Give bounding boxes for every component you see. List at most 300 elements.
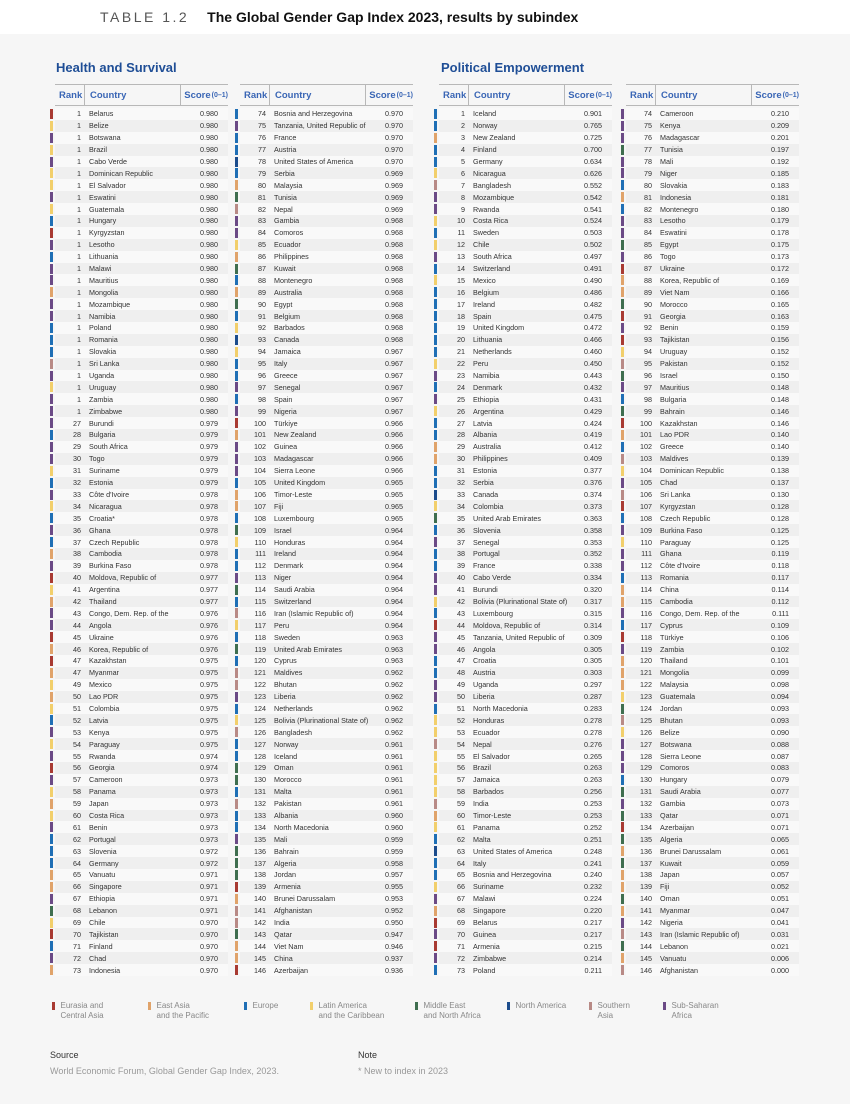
table-row bbox=[240, 714, 413, 726]
table-row bbox=[55, 322, 228, 334]
table-row bbox=[240, 560, 413, 572]
rank-cell: 105 bbox=[254, 478, 266, 488]
region-marker bbox=[434, 525, 437, 535]
table-row bbox=[626, 239, 799, 251]
score-cell: 0.980 bbox=[200, 204, 218, 214]
rank-cell: 1 bbox=[77, 264, 81, 274]
rank-cell: 70 bbox=[73, 929, 81, 939]
score-cell: 0.959 bbox=[385, 834, 403, 844]
score-cell: 0.968 bbox=[385, 228, 403, 238]
table-row bbox=[439, 691, 612, 703]
table-row bbox=[55, 774, 228, 786]
region-marker bbox=[434, 906, 437, 916]
table-row bbox=[439, 560, 612, 572]
rank-cell: 132 bbox=[254, 799, 266, 809]
rank-cell: 146 bbox=[640, 965, 652, 975]
table-row bbox=[626, 393, 799, 405]
region-marker bbox=[50, 953, 53, 963]
score-cell: 0.283 bbox=[584, 703, 602, 713]
rank-cell: 90 bbox=[258, 299, 266, 309]
country-cell: China bbox=[660, 585, 679, 595]
region-marker bbox=[621, 537, 624, 547]
country-cell: Bhutan bbox=[274, 680, 297, 690]
rank-cell: 28 bbox=[73, 430, 81, 440]
table-row bbox=[626, 346, 799, 358]
rank-cell: 18 bbox=[457, 311, 465, 321]
region-marker bbox=[235, 335, 238, 345]
country-cell: Suriname bbox=[473, 882, 504, 892]
rank-cell: 35 bbox=[73, 513, 81, 523]
table-row bbox=[240, 905, 413, 917]
legend-line: Africa bbox=[671, 1011, 692, 1020]
table-row bbox=[626, 274, 799, 286]
score-cell: 0.979 bbox=[200, 454, 218, 464]
rank-cell: 129 bbox=[640, 763, 652, 773]
rank-cell: 113 bbox=[254, 573, 266, 583]
table-row bbox=[626, 477, 799, 489]
score-cell: 0.937 bbox=[385, 953, 403, 963]
score-cell: 0.358 bbox=[584, 525, 602, 535]
score-cell: 0.152 bbox=[771, 359, 789, 369]
rank-cell: 44 bbox=[457, 620, 465, 630]
legend-swatch bbox=[310, 1002, 313, 1010]
region-marker bbox=[621, 335, 624, 345]
table-row bbox=[626, 726, 799, 738]
score-cell: 0.964 bbox=[385, 573, 403, 583]
country-cell: Tanzania, United Republic of bbox=[274, 121, 366, 131]
country-cell: Ghana bbox=[89, 525, 111, 535]
region-marker bbox=[621, 668, 624, 678]
table-row bbox=[240, 453, 413, 465]
rank-cell: 85 bbox=[258, 240, 266, 250]
table-row bbox=[439, 833, 612, 845]
legend-label bbox=[424, 1001, 481, 1021]
table-row bbox=[439, 750, 612, 762]
region-marker bbox=[235, 121, 238, 131]
table-row bbox=[626, 774, 799, 786]
table-row bbox=[439, 667, 612, 679]
score-cell: 0.963 bbox=[385, 644, 403, 654]
table-row bbox=[626, 928, 799, 940]
rank-cell: 103 bbox=[640, 454, 652, 464]
region-marker bbox=[434, 430, 437, 440]
rank-cell: 84 bbox=[258, 228, 266, 238]
region-marker bbox=[235, 656, 238, 666]
rank-cell: 58 bbox=[457, 787, 465, 797]
table-row bbox=[55, 536, 228, 548]
rank-cell: 30 bbox=[457, 454, 465, 464]
score-cell: 0.093 bbox=[771, 715, 789, 725]
table-row bbox=[626, 429, 799, 441]
country-cell: South Africa bbox=[473, 252, 512, 262]
table-row bbox=[55, 334, 228, 346]
region-marker bbox=[434, 822, 437, 832]
country-cell: Malaysia bbox=[660, 680, 689, 690]
country-cell: North Macedonia bbox=[473, 703, 528, 713]
country-cell: Bhutan bbox=[660, 715, 683, 725]
table-row bbox=[626, 132, 799, 144]
score-cell: 0.376 bbox=[584, 478, 602, 488]
region-marker bbox=[50, 537, 53, 547]
table-row bbox=[55, 584, 228, 596]
rank-cell: 43 bbox=[457, 608, 465, 618]
table-body bbox=[55, 108, 228, 976]
table-row bbox=[240, 322, 413, 334]
region-marker bbox=[50, 264, 53, 274]
legend-line: Southern bbox=[597, 1001, 630, 1010]
region-marker bbox=[50, 763, 53, 773]
table-row bbox=[240, 584, 413, 596]
country-cell: Gambia bbox=[660, 799, 686, 809]
table-row bbox=[240, 500, 413, 512]
score-cell: 0.101 bbox=[771, 656, 789, 666]
score-cell: 0.363 bbox=[584, 513, 602, 523]
country-cell: Argentina bbox=[89, 585, 120, 595]
table-row bbox=[55, 215, 228, 227]
rank-cell: 135 bbox=[640, 834, 652, 844]
region-marker bbox=[621, 347, 624, 357]
rank-cell: 116 bbox=[640, 608, 652, 618]
score-cell: 0.979 bbox=[200, 442, 218, 452]
rank-cell: 28 bbox=[457, 430, 465, 440]
table-row bbox=[240, 964, 413, 976]
region-marker bbox=[434, 382, 437, 392]
region-marker bbox=[235, 513, 238, 523]
region-marker bbox=[50, 918, 53, 928]
country-cell: Vanuatu bbox=[660, 953, 687, 963]
region-marker bbox=[235, 501, 238, 511]
region-marker bbox=[235, 168, 238, 178]
score-cell: 0.130 bbox=[771, 489, 789, 499]
region-marker bbox=[621, 561, 624, 571]
score-cell: 0.968 bbox=[385, 216, 403, 226]
country-cell: Comoros bbox=[274, 228, 304, 238]
table-row bbox=[55, 429, 228, 441]
country-cell: Ecuador bbox=[274, 240, 301, 250]
table-row bbox=[55, 679, 228, 691]
rank-cell: 112 bbox=[640, 561, 652, 571]
region-marker bbox=[621, 608, 624, 618]
region-marker bbox=[434, 680, 437, 690]
score-cell: 0.979 bbox=[200, 418, 218, 428]
country-cell: Türkiye bbox=[660, 632, 684, 642]
score-cell: 0.102 bbox=[771, 644, 789, 654]
legend-item-ss bbox=[663, 1001, 743, 1021]
country-cell: Timor-Leste bbox=[473, 810, 512, 820]
score-cell: 0.150 bbox=[771, 371, 789, 381]
region-marker bbox=[621, 454, 624, 464]
table-row bbox=[240, 774, 413, 786]
rank-cell: 145 bbox=[254, 953, 266, 963]
country-cell: Myanmar bbox=[660, 906, 690, 916]
table-row bbox=[240, 441, 413, 453]
country-cell: Gambia bbox=[274, 216, 300, 226]
region-marker bbox=[235, 371, 238, 381]
country-cell: Guinea bbox=[274, 442, 298, 452]
score-cell: 0.980 bbox=[200, 335, 218, 345]
score-cell: 0.980 bbox=[200, 109, 218, 119]
score-cell: 0.352 bbox=[584, 549, 602, 559]
region-marker bbox=[621, 929, 624, 939]
region-marker bbox=[434, 692, 437, 702]
rank-cell: 128 bbox=[254, 751, 266, 761]
country-cell: Saudi Arabia bbox=[274, 585, 315, 595]
country-cell: Armenia bbox=[473, 941, 500, 951]
rank-cell: 40 bbox=[457, 573, 465, 583]
rank-cell: 74 bbox=[258, 109, 266, 119]
region-marker bbox=[50, 430, 53, 440]
score-cell: 0.217 bbox=[584, 929, 602, 939]
country-cell: Benin bbox=[89, 822, 108, 832]
country-cell: Japan bbox=[660, 870, 680, 880]
region-marker bbox=[235, 870, 238, 880]
rank-cell: 112 bbox=[254, 561, 266, 571]
rank-cell: 107 bbox=[254, 501, 266, 511]
country-header: Country bbox=[468, 85, 564, 105]
region-marker bbox=[434, 133, 437, 143]
region-marker bbox=[434, 846, 437, 856]
table-row bbox=[439, 417, 612, 429]
score-cell: 0.210 bbox=[771, 109, 789, 119]
score-cell: 0.165 bbox=[771, 299, 789, 309]
country-cell: Malawi bbox=[89, 264, 112, 274]
score-range: (0–1) bbox=[595, 91, 612, 99]
country-cell: Indonesia bbox=[89, 965, 121, 975]
region-marker bbox=[50, 371, 53, 381]
region-marker bbox=[235, 157, 238, 167]
score-cell: 0.966 bbox=[385, 418, 403, 428]
table-row bbox=[439, 298, 612, 310]
country-cell: Slovenia bbox=[89, 846, 117, 856]
table-row bbox=[55, 619, 228, 631]
rank-cell: 120 bbox=[254, 656, 266, 666]
table-row bbox=[240, 132, 413, 144]
rank-cell: 61 bbox=[73, 822, 81, 832]
country-cell: Sri Lanka bbox=[89, 359, 120, 369]
table-row bbox=[240, 536, 413, 548]
country-cell: Tajikistan bbox=[89, 929, 119, 939]
table-row bbox=[240, 893, 413, 905]
region-marker bbox=[50, 882, 53, 892]
rank-cell: 144 bbox=[640, 941, 652, 951]
rank-cell: 65 bbox=[457, 870, 465, 880]
country-cell: Lebanon bbox=[89, 906, 117, 916]
country-cell: Viet Nam bbox=[660, 287, 690, 297]
region-marker bbox=[50, 597, 53, 607]
score-cell: 0.059 bbox=[771, 858, 789, 868]
table-row bbox=[240, 750, 413, 762]
rank-cell: 30 bbox=[73, 454, 81, 464]
country-cell: United States of America bbox=[274, 157, 354, 166]
region-marker bbox=[235, 644, 238, 654]
rank-cell: 69 bbox=[457, 918, 465, 927]
table-row bbox=[55, 952, 228, 964]
country-cell: Poland bbox=[89, 323, 112, 333]
region-marker bbox=[434, 941, 437, 951]
table-row bbox=[439, 108, 612, 120]
score-cell: 0.978 bbox=[200, 501, 218, 511]
rank-header: Rank bbox=[630, 89, 654, 101]
score-cell: 0.936 bbox=[385, 965, 403, 975]
country-cell: Malta bbox=[274, 787, 292, 797]
region-marker bbox=[235, 799, 238, 809]
table-row bbox=[439, 964, 612, 976]
table-row bbox=[55, 833, 228, 845]
region-marker bbox=[50, 287, 53, 297]
table-row bbox=[626, 881, 799, 893]
rank-cell: 142 bbox=[254, 918, 266, 927]
score-cell: 0.338 bbox=[584, 561, 602, 571]
country-cell: Slovakia bbox=[89, 347, 117, 357]
score-cell: 0.466 bbox=[584, 335, 602, 345]
table-row bbox=[626, 167, 799, 179]
rank-cell: 113 bbox=[640, 573, 652, 583]
table-row bbox=[240, 215, 413, 227]
region-marker bbox=[621, 763, 624, 773]
region-marker bbox=[621, 264, 624, 274]
region-marker bbox=[434, 240, 437, 250]
table-row bbox=[240, 691, 413, 703]
rank-cell: 37 bbox=[457, 537, 465, 547]
table-row bbox=[626, 869, 799, 881]
table-row bbox=[626, 667, 799, 679]
legend-line: Latin America bbox=[318, 1001, 367, 1010]
score-cell: 0.967 bbox=[385, 382, 403, 392]
region-marker bbox=[434, 180, 437, 190]
table-row bbox=[240, 179, 413, 191]
rank-cell: 64 bbox=[457, 858, 465, 868]
score-cell: 0.377 bbox=[584, 466, 602, 476]
rank-cell: 40 bbox=[73, 573, 81, 583]
table-row bbox=[55, 381, 228, 393]
table-row bbox=[55, 132, 228, 144]
country-cell: Slovenia bbox=[473, 525, 501, 535]
legend-item-me bbox=[415, 1001, 507, 1021]
score-cell: 0.320 bbox=[584, 585, 602, 595]
rank-cell: 52 bbox=[457, 715, 465, 725]
country-cell: Panama bbox=[89, 787, 116, 797]
table-row bbox=[240, 512, 413, 524]
region-marker bbox=[621, 751, 624, 761]
rank-cell: 109 bbox=[640, 525, 652, 535]
rank-header: Rank bbox=[59, 89, 83, 101]
region-marker bbox=[621, 704, 624, 714]
score-cell: 0.979 bbox=[200, 466, 218, 476]
country-cell: United Kingdom bbox=[473, 323, 525, 333]
region-marker bbox=[621, 656, 624, 666]
country-cell: Uruguay bbox=[660, 347, 688, 357]
rank-cell: 121 bbox=[640, 668, 652, 678]
country-cell: Italy bbox=[274, 359, 288, 369]
table-row bbox=[240, 667, 413, 679]
score-cell: 0.972 bbox=[200, 858, 218, 868]
rank-cell: 60 bbox=[457, 810, 465, 820]
legend-line: and the Caribbean bbox=[318, 1011, 385, 1020]
rank-cell: 23 bbox=[457, 371, 465, 381]
score-cell: 0.303 bbox=[584, 668, 602, 678]
region-marker bbox=[621, 145, 624, 155]
score-cell: 0.980 bbox=[200, 145, 218, 155]
score-cell: 0.552 bbox=[584, 180, 602, 190]
table-row bbox=[55, 714, 228, 726]
score-cell: 0.975 bbox=[200, 715, 218, 725]
country-cell: Netherlands bbox=[274, 703, 313, 713]
rank-cell: 100 bbox=[254, 418, 266, 428]
country-cell: Chile bbox=[473, 240, 490, 250]
score-cell: 0.955 bbox=[385, 882, 403, 892]
rank-cell: 27 bbox=[73, 418, 81, 428]
score-cell: 0.197 bbox=[771, 145, 789, 155]
rank-cell: 108 bbox=[640, 513, 652, 523]
table-row bbox=[240, 928, 413, 940]
legend-swatch bbox=[507, 1002, 510, 1010]
score-cell: 0.148 bbox=[771, 394, 789, 404]
table-row bbox=[439, 286, 612, 298]
score-cell: 0.971 bbox=[200, 870, 218, 880]
country-cell: Saudi Arabia bbox=[660, 787, 701, 797]
table-row bbox=[626, 548, 799, 560]
table-row bbox=[439, 167, 612, 179]
score-cell: 0.140 bbox=[771, 430, 789, 440]
country-cell: Brunei Darussalam bbox=[274, 894, 336, 904]
rank-cell: 68 bbox=[457, 906, 465, 916]
score-cell: 0.971 bbox=[200, 906, 218, 916]
table-row bbox=[55, 643, 228, 655]
rank-cell: 84 bbox=[644, 228, 652, 238]
country-cell: Croatia* bbox=[89, 513, 115, 523]
table-row bbox=[55, 691, 228, 703]
rank-cell: 11 bbox=[457, 228, 465, 238]
rank-cell: 12 bbox=[457, 240, 465, 250]
source-block bbox=[50, 1050, 279, 1076]
rank-cell: 142 bbox=[640, 918, 652, 927]
table-row bbox=[55, 274, 228, 286]
rank-cell: 87 bbox=[644, 264, 652, 274]
region-marker bbox=[434, 275, 437, 285]
table-row bbox=[626, 714, 799, 726]
region-marker bbox=[50, 858, 53, 868]
score-cell: 0.542 bbox=[584, 192, 602, 202]
country-cell: Serbia bbox=[473, 478, 494, 488]
score-cell: 0.966 bbox=[385, 442, 403, 452]
region-marker bbox=[434, 394, 437, 404]
country-cell: Moldova, Republic of bbox=[89, 573, 157, 583]
rank-cell: 101 bbox=[254, 430, 266, 440]
table-row bbox=[626, 310, 799, 322]
rank-cell: 25 bbox=[457, 394, 465, 404]
score-cell: 0.497 bbox=[584, 252, 602, 262]
legend-line: Central Asia bbox=[60, 1011, 104, 1020]
score-cell: 0.970 bbox=[200, 941, 218, 951]
table-row bbox=[55, 263, 228, 275]
score-cell: 0.962 bbox=[385, 727, 403, 737]
table-row bbox=[626, 833, 799, 845]
score-cell: 0.973 bbox=[200, 834, 218, 844]
rank-cell: 1 bbox=[77, 287, 81, 297]
score-cell: 0.980 bbox=[200, 133, 218, 143]
country-cell: Montenegro bbox=[660, 204, 699, 214]
table-row bbox=[439, 334, 612, 346]
score-cell: 0.978 bbox=[200, 549, 218, 559]
rank-cell: 55 bbox=[457, 751, 465, 761]
rank-cell: 44 bbox=[73, 620, 81, 630]
country-cell: Kuwait bbox=[274, 264, 296, 274]
rank-cell: 139 bbox=[254, 882, 266, 892]
country-cell: Ecuador bbox=[473, 727, 500, 737]
content-panel bbox=[0, 34, 850, 1104]
table-row bbox=[626, 144, 799, 156]
region-marker bbox=[434, 228, 437, 238]
